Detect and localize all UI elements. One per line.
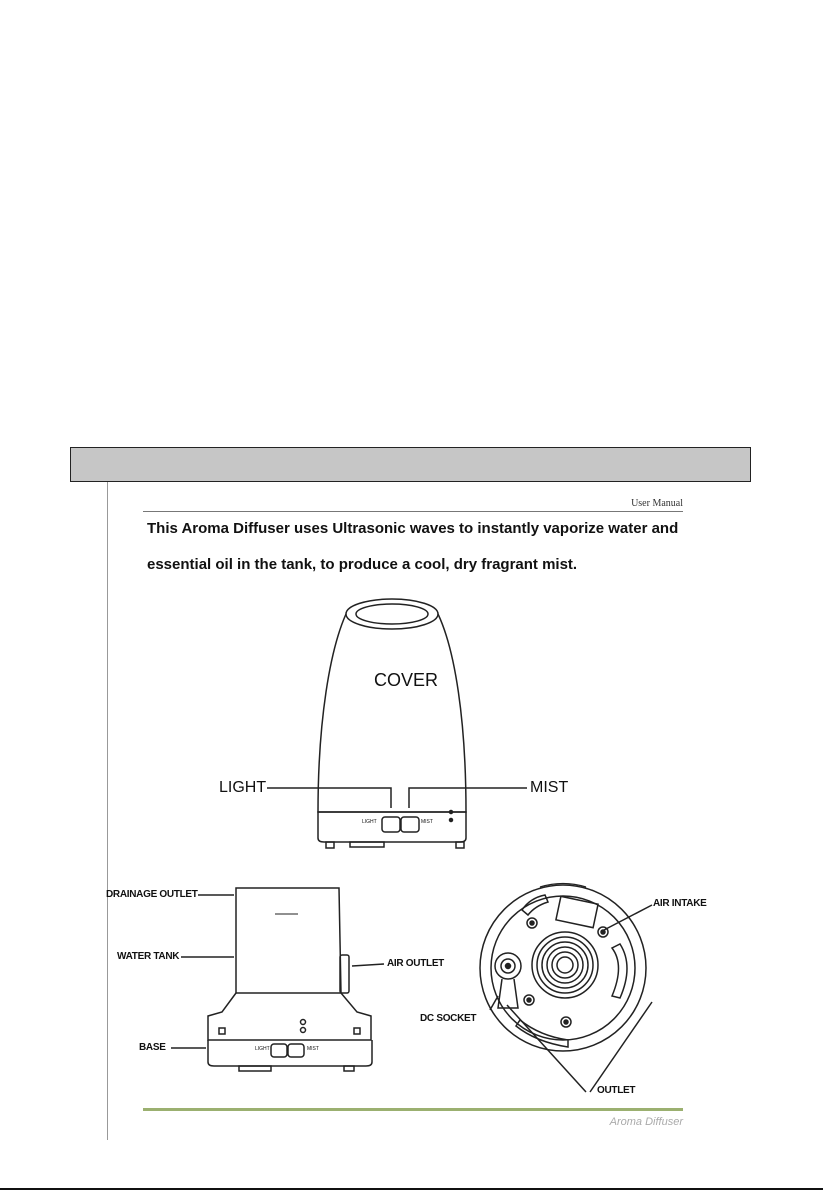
water-tank-label: WATER TANK — [117, 951, 180, 962]
air-outlet-label: AIR OUTLET — [387, 958, 444, 969]
page-bottom-line — [0, 1188, 823, 1190]
side-mist-button-label: MIST — [307, 1046, 319, 1052]
front-light-button-label: LIGHT — [362, 819, 377, 825]
mist-label: MIST — [530, 779, 569, 796]
dc-socket — [495, 953, 521, 1008]
light-label: LIGHT — [219, 779, 267, 796]
dc-socket-label: DC SOCKET — [420, 1013, 477, 1024]
footer-rule — [143, 1108, 683, 1111]
intro-line-1: This Aroma Diffuser uses Ultrasonic waves to instantly vaporize water and — [147, 520, 679, 537]
header-label: User Manual — [631, 498, 683, 509]
footer-label: Aroma Diffuser — [609, 1116, 683, 1128]
air-intake-grille — [532, 932, 598, 998]
front-mist-button-label: MIST — [421, 819, 433, 825]
drainage-outlet-label: DRAINAGE OUTLET — [106, 889, 198, 900]
intro-line-2: essential oil in the tank, to produce a cool, dry fragrant mist. — [147, 556, 578, 573]
cover-label: COVER — [374, 670, 439, 690]
outlet-label: OUTLET — [597, 1085, 636, 1096]
air-intake-label: AIR INTAKE — [653, 898, 707, 909]
side-light-button-label: LIGHT — [255, 1046, 270, 1052]
base-label: BASE — [139, 1042, 166, 1053]
